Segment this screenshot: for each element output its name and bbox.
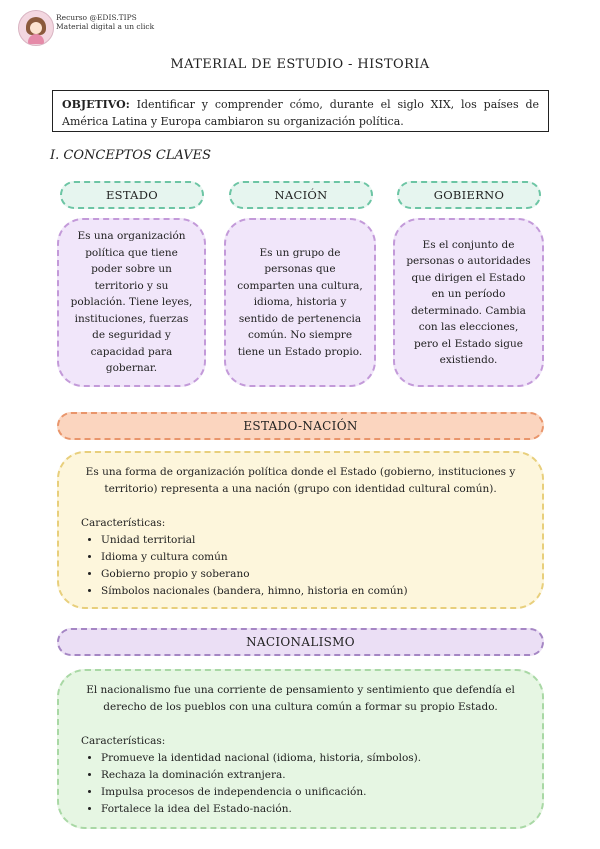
card-line: pero el Estado sigue (414, 337, 523, 350)
nacionalismo-list (81, 750, 520, 818)
card-line: instituciones, fuerzas (74, 312, 189, 325)
list-item: • Gobierno propio y soberano (101, 566, 520, 583)
concept-title-estado: ESTADO (60, 181, 204, 209)
card-line: que dirigen el Estado (411, 271, 526, 284)
list-item: • Rechaza la dominación extranjera. (101, 767, 520, 784)
card-line: poder sobre un (91, 263, 172, 276)
card-line: personas que (264, 263, 336, 276)
list-item: • Fortalece la idea del Estado-nación. (101, 801, 520, 818)
objective-text: Identificar y comprender cómo, durante el siglo XIX, los países de América Latina y Europa cambiaron su organización política. (62, 98, 539, 128)
card-line: determinado. Cambia (411, 304, 526, 317)
list-item: • Promueve la identidad nacional (idioma, historia, símbolos). (101, 750, 520, 767)
estado-nacion-definition: Es una forma de organización política donde el Estado (gobierno, instituciones y territorio) representa a una nación (grupo con identidad cultural común). (85, 466, 516, 495)
concept-title-nacion: NACIÓN (229, 181, 373, 209)
nacionalismo-definition: El nacionalismo fue una corriente de pensamiento y sentimiento que defendía el derecho de los pueblos con una cultura común a formar su propio Estado. (86, 684, 515, 713)
concept-card-gobierno (393, 218, 544, 387)
concept-card-nacion (224, 218, 376, 387)
credit-line-1: Recurso @EDIS.TIPS (56, 13, 137, 22)
estado-nacion-list (81, 532, 520, 600)
estado-nacion-box (57, 451, 544, 609)
edis-tips-logo (18, 10, 54, 46)
list-item: • Símbolos nacionales (bandera, himno, historia en común) (101, 583, 520, 600)
credit-line-2: Material digital a un click (56, 22, 155, 31)
objective-box (52, 90, 549, 132)
card-line: en un período (431, 288, 506, 300)
list-item: • Impulsa procesos de independencia o unificación. (101, 784, 520, 801)
estado-nacion-title: ESTADO-NACIÓN (57, 412, 544, 440)
card-line: personas o autoridades (406, 255, 531, 267)
card-line: tiene un Estado propio. (237, 345, 363, 358)
nacionalismo-char-label: Características: (81, 735, 166, 747)
card-line: gobernar. (105, 362, 158, 375)
credit-text (56, 13, 154, 31)
card-line: común. No siempre (247, 329, 353, 342)
card-line: política que tiene (85, 246, 178, 259)
nacionalismo-title: NACIONALISMO (57, 628, 544, 656)
card-line: de seguridad y (92, 329, 171, 342)
concept-card-estado (57, 218, 206, 387)
card-line: Es un grupo de (259, 246, 341, 259)
list-item: • Idioma y cultura común (101, 549, 520, 566)
list-item: • Unidad territorial (101, 532, 520, 549)
card-line: existiendo. (439, 354, 498, 366)
concept-title-gobierno: GOBIERNO (397, 181, 541, 209)
card-line: Es una organización (77, 230, 186, 243)
card-line: capacidad para (90, 345, 173, 358)
card-line: comparten una cultura, (237, 279, 363, 292)
document-title: MATERIAL DE ESTUDIO - HISTORIA (170, 57, 430, 72)
card-line: idioma, historia y (253, 296, 347, 309)
card-line: Es el conjunto de (422, 238, 515, 251)
nacionalismo-box (57, 669, 544, 829)
card-line: con las elecciones, (418, 321, 519, 333)
objective-label: OBJETIVO: (62, 98, 130, 111)
section-title: I. CONCEPTOS CLAVES (50, 148, 212, 163)
card-line: territorio y su (94, 279, 169, 292)
estado-nacion-char-label: Características: (81, 517, 166, 529)
card-line: población. Tiene leyes, (70, 296, 193, 309)
card-line: sentido de pertenencia (238, 312, 362, 325)
